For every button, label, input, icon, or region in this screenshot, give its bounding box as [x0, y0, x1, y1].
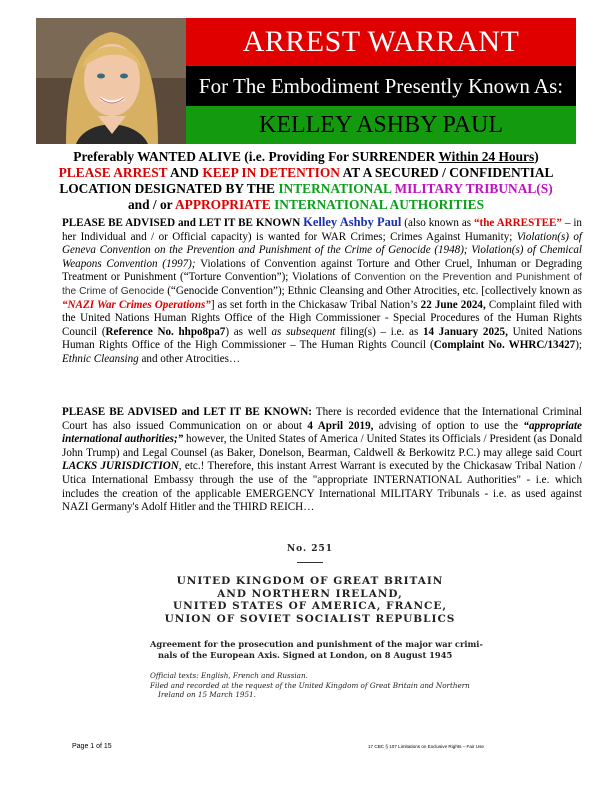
heading-line-3: [40, 181, 572, 197]
heading-text: AND: [167, 165, 203, 180]
page-number: Page 1 of 15: [72, 743, 112, 750]
para-text: (also known as: [401, 217, 474, 229]
treaty-number: No. 251: [286, 544, 334, 554]
heading-text: LOCATION DESIGNATED BY THE: [59, 181, 279, 196]
para-italic: Violation(s) of Geneva Convention on the Prevention and Punishment of the Crime of Genocide (1948); Violation(s) of Chemical Weapons Convention (1997);: [62, 230, 583, 270]
party-line: UNITED STATES OF AMERICA, FRANCE,: [172, 600, 448, 612]
heading-arrest: PLEASE ARREST: [58, 165, 168, 180]
jurisdiction-text: LACKS JURISDICTION: [62, 460, 179, 473]
agreement-line: nals of the European Axis. Signed at London, on 8 August 1945: [158, 650, 453, 660]
heading-line-4: [40, 197, 572, 213]
divider: [297, 562, 323, 563]
heading-line-2: [40, 165, 572, 181]
banner-subject-name: KELLEY ASHBY PAUL: [186, 106, 576, 144]
note-line: Ireland on 15 March 1951.: [158, 690, 256, 700]
para-text: however, the United States of America / United States its Officials / President (as Donald John Trump) and Legal Counsel (as Baker, Donelson, Bearman, Caldwell & Berkowitz P.C.) may allege said Court: [62, 433, 582, 459]
para-italic: as subsequent: [271, 325, 336, 338]
para-text: , etc.! Therefore, this instant Arrest Warrant is executed by the Chickasaw Tribal Nation / Utica International Embassy through the use of the "appropriate INTERNATIONAL Authorities" - i.e. which includes the creation of the applicable EMERGENCY International MILITARY Tribunals - i.e. as used against NAZI Germany's Adolf Hitler and the THIRD REICH…: [62, 460, 582, 514]
reference-number: Reference No. hhpo8pa7: [105, 325, 226, 338]
treaty-agreement: [150, 639, 500, 661]
heading-appropriate: APPROPRIATE: [174, 197, 271, 212]
warrant-heading: [40, 149, 572, 213]
note-line: Filed and recorded at the request of the United Kingdom of Great Britain and Northern: [150, 680, 470, 690]
para-text: );: [575, 339, 582, 352]
heading-international: INTERNATIONAL: [278, 181, 392, 196]
heading-authorities: INTERNATIONAL AUTHORITIES: [274, 197, 485, 212]
arrestee-alias: “the ARRESTEE”: [474, 217, 562, 229]
para-text: and other Atrocities…: [138, 352, 241, 365]
para-text: There is recorded evidence that the International Criminal Court has also issued Communication on or about: [62, 406, 582, 432]
treaty-excerpt: [120, 544, 500, 700]
date-text: 22 June 2024,: [420, 298, 486, 311]
para-italic: “appropriate international authorities;”: [62, 419, 582, 446]
heading-text: AT A SECURED / CONFIDENTIAL: [339, 165, 554, 180]
heading-detention: KEEP IN DETENTION: [202, 165, 340, 180]
party-line: UNION OF SOVIET SOCIALIST REPUBLICS: [164, 612, 456, 625]
banner-title: ARREST WARRANT: [186, 18, 576, 66]
para-lead: PLEASE BE ADVISED and LET IT BE KNOWN: [62, 217, 304, 229]
advisory-paragraph-2: [62, 406, 582, 515]
para-text: – in her Individual and / or Official capacity) is wanted for WAR Crimes; Crimes Against Humanity;: [62, 217, 582, 243]
para-text: Violations of Convention against Torture and Other Cruel, Inhuman or Degrading Treatment or Punishment (“Torture Convention”); Violations of: [62, 257, 582, 284]
treaty-notes: [150, 671, 500, 700]
treaty-parties: [120, 575, 500, 625]
note-line: Official texts: English, French and Russian.: [150, 671, 308, 680]
date-text: 14 January 2025,: [422, 325, 508, 338]
agreement-line: Agreement for the prosecution and punishment of the major war crimi-: [150, 639, 483, 649]
party-line: AND NORTHERN IRELAND,: [217, 587, 403, 600]
para-italic: Ethnic Cleansing: [62, 352, 139, 365]
heading-deadline: Within 24 Hours: [438, 149, 535, 164]
para-text: ) as well: [225, 325, 272, 338]
operations-name: “NAZI War Crimes Operations”: [62, 298, 211, 311]
banner-subtitle: For The Embodiment Presently Known As:: [186, 66, 576, 106]
subject-photo: [36, 18, 186, 144]
arrestee-name: Kelley Ashby Paul: [303, 215, 402, 229]
portrait-image: [36, 18, 186, 144]
para-text: (“Genocide Convention”); Ethnic Cleansing and Other Atrocities, etc. [collectively known as: [164, 284, 582, 297]
advisory-paragraph-1: [62, 216, 582, 367]
para-text: United Nations Human Rights Office of the High Commissioner – The Human Rights Council (: [62, 325, 582, 352]
date-text: 4 April 2019,: [307, 419, 374, 432]
para-lead: PLEASE BE ADVISED and LET IT BE KNOWN:: [62, 406, 312, 418]
heading-text: Preferably WANTED ALIVE (i.e. Providing For SURRENDER: [73, 149, 439, 164]
heading-tribunal: MILITARY TRIBUNAL(S): [394, 181, 553, 196]
para-text: ] as set forth in the Chickasaw Tribal Nation’s: [210, 298, 421, 311]
heading-text: ): [534, 149, 539, 164]
heading-text: and / or: [127, 197, 175, 212]
complaint-number: Complaint No. WHRC/13427: [433, 339, 576, 352]
warrant-banner: [36, 18, 576, 144]
convention-name: Convention on the Prevention and Punishment of the Crime of Genocide: [62, 272, 582, 297]
heading-line-1: [40, 149, 572, 165]
para-text: Complaint filed with the United Nations Human Rights Office of the High Commissioner - Special Procedures of the Human Rights Council (: [62, 298, 582, 338]
footer-citation: 17 CBC § 107 Limitations on Exclusive Rights – Fair Use: [368, 744, 484, 749]
party-line: UNITED KINGDOM OF GREAT BRITAIN: [176, 575, 444, 587]
para-text: advising of option to use the: [373, 419, 524, 432]
para-text: filing(s) – i.e. as: [335, 325, 423, 338]
